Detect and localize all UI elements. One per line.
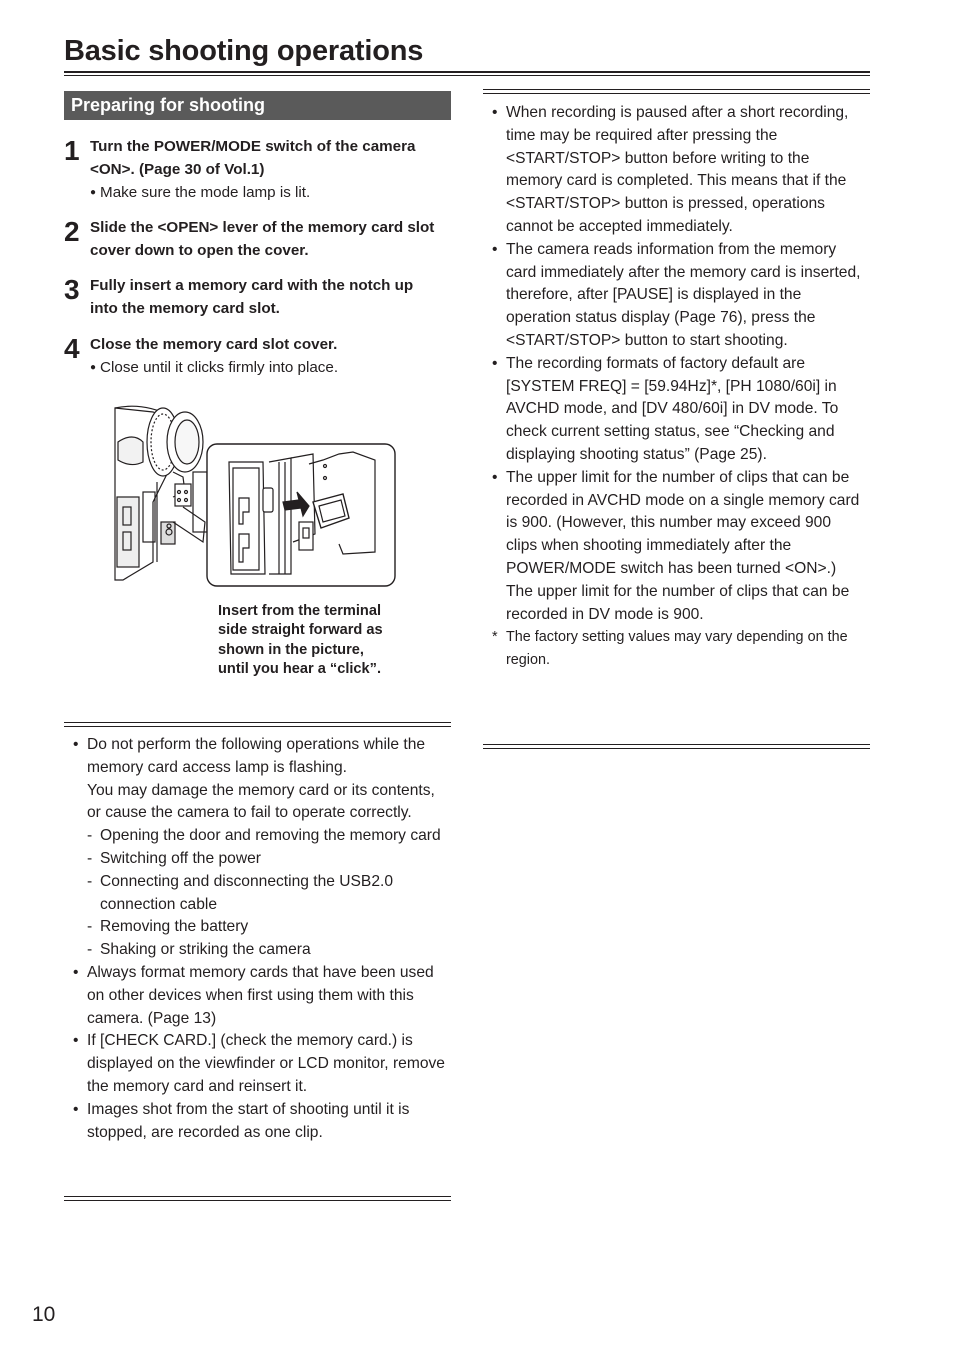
asterisk-icon: * <box>492 629 498 646</box>
bullet-icon: • <box>73 1032 79 1050</box>
note-rule-top <box>64 722 451 727</box>
note-subitem: - Shaking or striking the camera <box>64 939 451 962</box>
note-subitem: - Removing the battery <box>64 916 451 939</box>
bullet-dot-icon: ● <box>90 187 97 198</box>
step-2 <box>64 216 454 262</box>
dash-icon: - <box>87 941 93 959</box>
dash-icon: - <box>87 918 93 936</box>
dash-icon: - <box>87 872 93 890</box>
step-1 <box>64 135 454 204</box>
memory-card-insertion-illustration <box>113 402 398 590</box>
footnote: * The factory setting values may vary depending on the region. <box>483 626 865 672</box>
bullet-icon: • <box>73 963 79 981</box>
note-continuation: The upper limit for the number of clips that can be recorded in DV mode is 900. <box>506 582 850 623</box>
title-rule <box>64 71 870 76</box>
step-number: 3 <box>64 274 80 305</box>
note-item: • Do not perform the following operations while the memory card access lamp is flashing. <box>73 736 426 776</box>
step-text: Slide the <OPEN> lever of the memory card slot cover down to open the cover. <box>90 219 435 259</box>
note-item: • The camera reads information from the memory card immediately after the memory card is inserted, therefore, after [PAUSE] is displayed in the operation status display (Page 76), press the <START/STOP> button to start shooting. <box>492 240 861 349</box>
step-4 <box>64 333 454 379</box>
page-number: 10 <box>32 1303 56 1326</box>
bullet-dot-icon: ● <box>90 362 97 373</box>
dash-icon: - <box>87 827 93 845</box>
step-note: ● Close until it clicks firmly into place. <box>90 359 339 376</box>
dash-icon: - <box>87 849 93 867</box>
note-rule-bottom <box>64 1196 451 1201</box>
step-3 <box>64 274 454 320</box>
note-item: • Images shot from the start of shooting until it is stopped, are recorded as one clip. <box>73 1100 410 1141</box>
step-text: Close the memory card slot cover. <box>90 336 338 353</box>
bullet-icon: • <box>492 240 498 258</box>
note-item: • The recording formats of factory default are [SYSTEM FREQ] = [59.94Hz]*, [PH 1080/60i] in AVCHD mode, and [DV 480/60i] in DV mode. To check current setting status, see “Checking and displaying shooting status” (Page 25). <box>492 354 839 463</box>
step-text: Turn the POWER/MODE switch of the camera <ON>. (Page 30 of Vol.1) <box>90 138 416 178</box>
figure-caption: Insert from the terminal side straight forward as shown in the picture, until you hear a “click”. <box>218 603 383 678</box>
note-rule-bottom <box>483 744 870 749</box>
step-number: 4 <box>64 333 80 364</box>
bullet-icon: • <box>73 1100 79 1118</box>
note-subitem: - Connecting and disconnecting the USB2.0 connection cable <box>87 872 394 913</box>
section-heading: Preparing for shooting <box>64 91 451 120</box>
bullet-icon: • <box>492 354 498 372</box>
right-notes <box>483 102 865 672</box>
note-item: • Always format memory cards that have been used on other devices when first using them with this camera. (Page 13) <box>73 963 434 1027</box>
bullet-icon: • <box>73 736 79 753</box>
note-subitem: - Switching off the power <box>64 848 451 871</box>
note-item: • When recording is paused after a short recording, time may be required after pressing the <START/STOP> button before writing to the memory card is completed. This means that if the <START/STOP> button is pressed, operations cannot be accepted immediately. <box>492 104 849 235</box>
note-item: • If [CHECK CARD.] (check the memory card.) is displayed on the viewfinder or LCD monitor, remove the memory card and reinsert it. <box>73 1032 445 1095</box>
step-number: 1 <box>64 135 80 166</box>
step-note: ● Make sure the mode lamp is lit. <box>90 184 311 201</box>
note-rule-top <box>483 89 870 94</box>
step-number: 2 <box>64 216 80 247</box>
step-text: Fully insert a memory card with the notch up into the memory card slot. <box>90 277 414 317</box>
bullet-icon: • <box>492 468 498 486</box>
note-item: • The upper limit for the number of clips that can be recorded in AVCHD mode on a single memory card is 900. (However, this number may exceed 900 clips when shooting immediately after the POWER/MODE switch has been turned <ON>.) <box>492 468 860 577</box>
note-subitem: - Opening the door and removing the memory card <box>64 825 451 848</box>
bullet-icon: • <box>492 104 498 121</box>
left-notes <box>64 734 451 1144</box>
page-title: Basic shooting operations <box>64 35 424 67</box>
note-continuation: You may damage the memory card or its contents, or cause the camera to fail to operate correctly. <box>87 781 435 822</box>
